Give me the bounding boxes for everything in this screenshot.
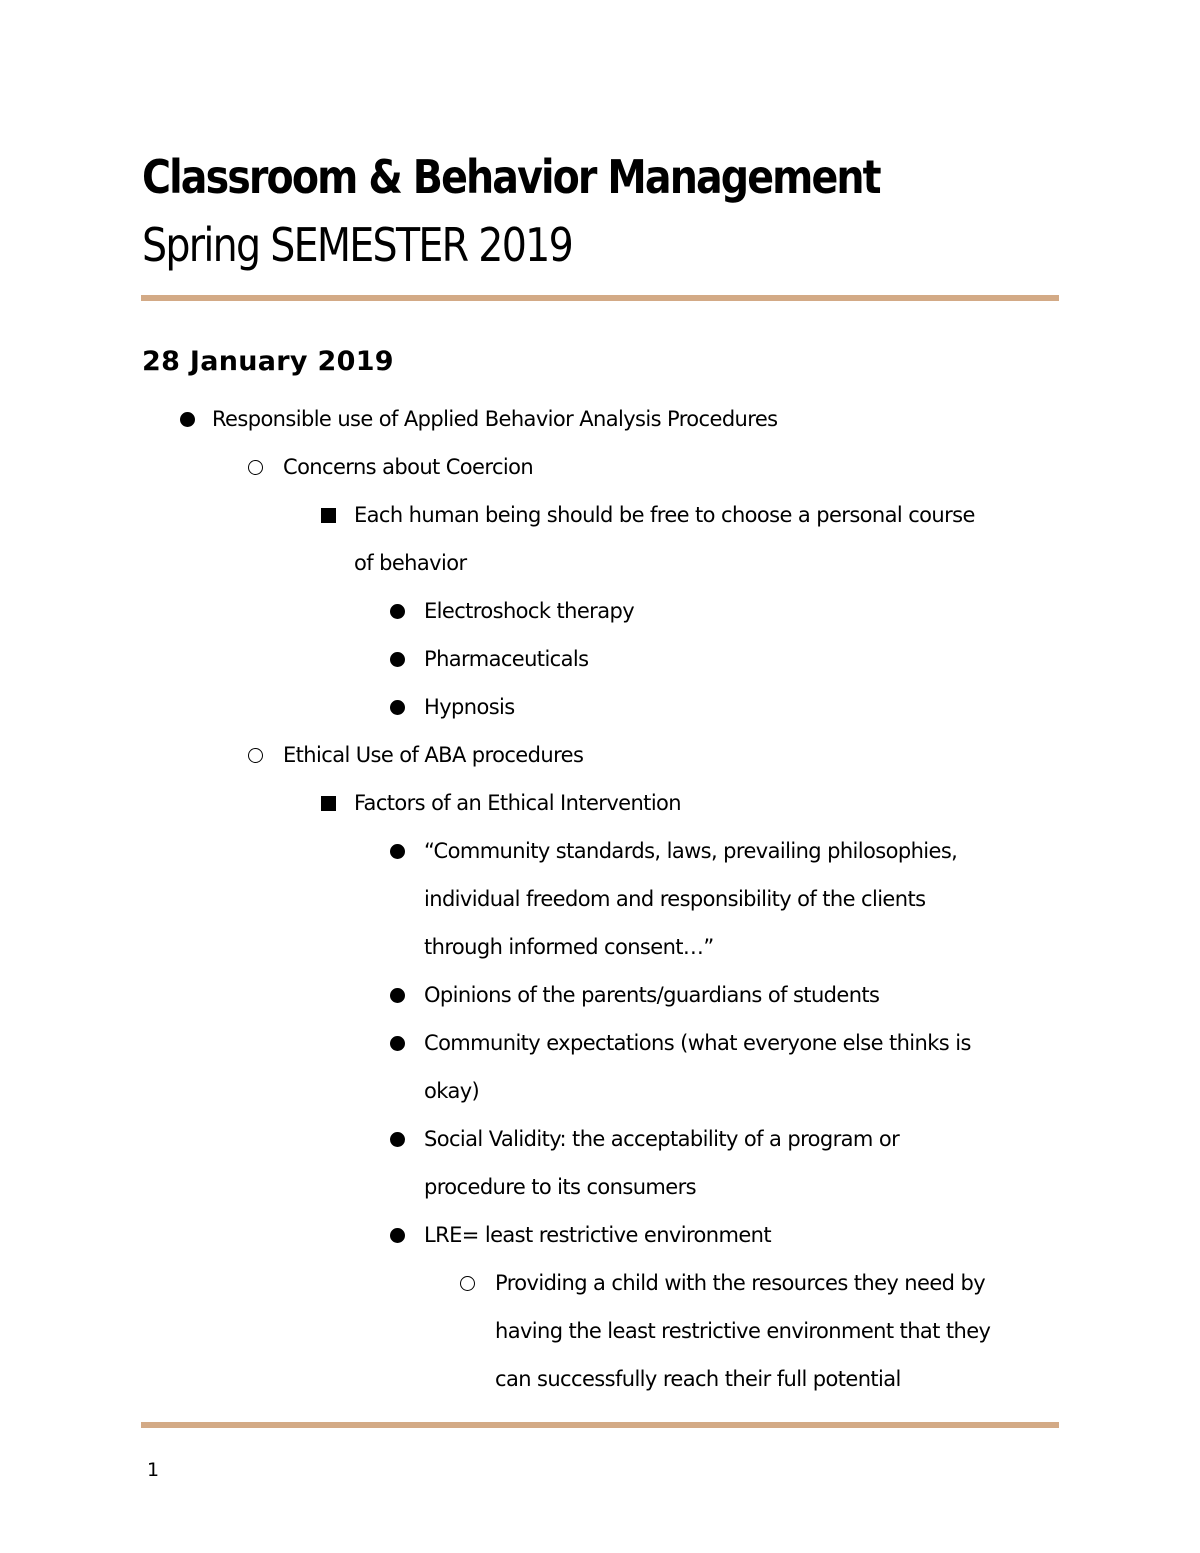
- outline-item-text: Social Validity: the acceptability of a program or: [424, 1127, 900, 1151]
- outline-item-continuation: [424, 875, 925, 923]
- outline-item-level-4: [424, 587, 634, 635]
- outline-item-text: Ethical Use of ABA procedures: [283, 743, 584, 767]
- outline-item-level-4: [424, 971, 879, 1019]
- outline-item-text: okay): [424, 1079, 480, 1103]
- bullet-square-icon: [321, 508, 336, 523]
- bullet-disc-icon: [390, 700, 405, 715]
- outline-item-text: having the least restrictive environment that they: [495, 1319, 991, 1343]
- document-title: Classroom & Behavior Management: [142, 150, 880, 204]
- bullet-circle-icon: [248, 460, 263, 475]
- footer-divider: [141, 1422, 1059, 1428]
- outline-item-level-4: [424, 827, 957, 875]
- outline-item-text: Community expectations (what everyone else thinks is: [424, 1031, 971, 1055]
- bullet-circle-icon: [460, 1276, 475, 1291]
- outline-item-text: can successfully reach their full potential: [495, 1367, 901, 1391]
- outline-item-text: Electroshock therapy: [424, 599, 635, 623]
- bullet-disc-icon: [390, 1228, 405, 1243]
- header-divider: [141, 295, 1059, 301]
- outline-item-text: Opinions of the parents/guardians of students: [424, 983, 880, 1007]
- outline-item-continuation: [495, 1355, 901, 1403]
- bullet-disc-icon: [390, 1036, 405, 1051]
- outline-item-text: “Community standards, laws, prevailing philosophies,: [424, 839, 958, 863]
- outline-item-text: Hypnosis: [424, 695, 515, 719]
- outline-item-level-5: [495, 1259, 985, 1307]
- bullet-disc-icon: [390, 604, 405, 619]
- outline-item-text: Factors of an Ethical Intervention: [354, 791, 682, 815]
- outline-item-continuation: [424, 1067, 479, 1115]
- outline-item-level-3: [354, 491, 975, 539]
- outline-item-continuation: [354, 539, 467, 587]
- document-subtitle: Spring SEMESTER 2019: [142, 218, 573, 272]
- outline-item-level-3: [354, 779, 681, 827]
- outline-item-continuation: [495, 1307, 990, 1355]
- outline-item-level-4: [424, 1115, 899, 1163]
- section-date-heading: 28 January 2019: [142, 346, 394, 377]
- bullet-disc-icon: [390, 988, 405, 1003]
- outline-item-level-4: [424, 683, 515, 731]
- page-number: 1: [147, 1459, 160, 1481]
- outline-item-text: Responsible use of Applied Behavior Analysis Procedures: [212, 407, 778, 431]
- outline-item-level-1: [212, 395, 778, 443]
- outline-item-text: LRE= least restrictive environment: [424, 1223, 772, 1247]
- outline-item-level-4: [424, 635, 588, 683]
- bullet-disc-icon: [390, 1132, 405, 1147]
- outline-item-text: individual freedom and responsibility of the clients: [424, 887, 926, 911]
- outline-item-level-2: [283, 731, 583, 779]
- bullet-disc-icon: [390, 652, 405, 667]
- bullet-disc-icon: [180, 412, 195, 427]
- outline-item-text: procedure to its consumers: [424, 1175, 696, 1199]
- outline-item-continuation: [424, 923, 714, 971]
- outline-item-level-2: [283, 443, 533, 491]
- outline-item-level-4: [424, 1211, 771, 1259]
- outline-item-level-4: [424, 1019, 971, 1067]
- bullet-square-icon: [321, 796, 336, 811]
- bullet-disc-icon: [390, 844, 405, 859]
- outline-item-text: Each human being should be free to choose a personal course: [354, 503, 975, 527]
- outline-item-text: Providing a child with the resources they need by: [495, 1271, 986, 1295]
- outline-item-text: of behavior: [354, 551, 467, 575]
- outline-item-text: Pharmaceuticals: [424, 647, 589, 671]
- outline-item-continuation: [424, 1163, 696, 1211]
- outline-item-text: through informed consent…”: [424, 935, 714, 959]
- outline-item-text: Concerns about Coercion: [283, 455, 534, 479]
- bullet-circle-icon: [248, 748, 263, 763]
